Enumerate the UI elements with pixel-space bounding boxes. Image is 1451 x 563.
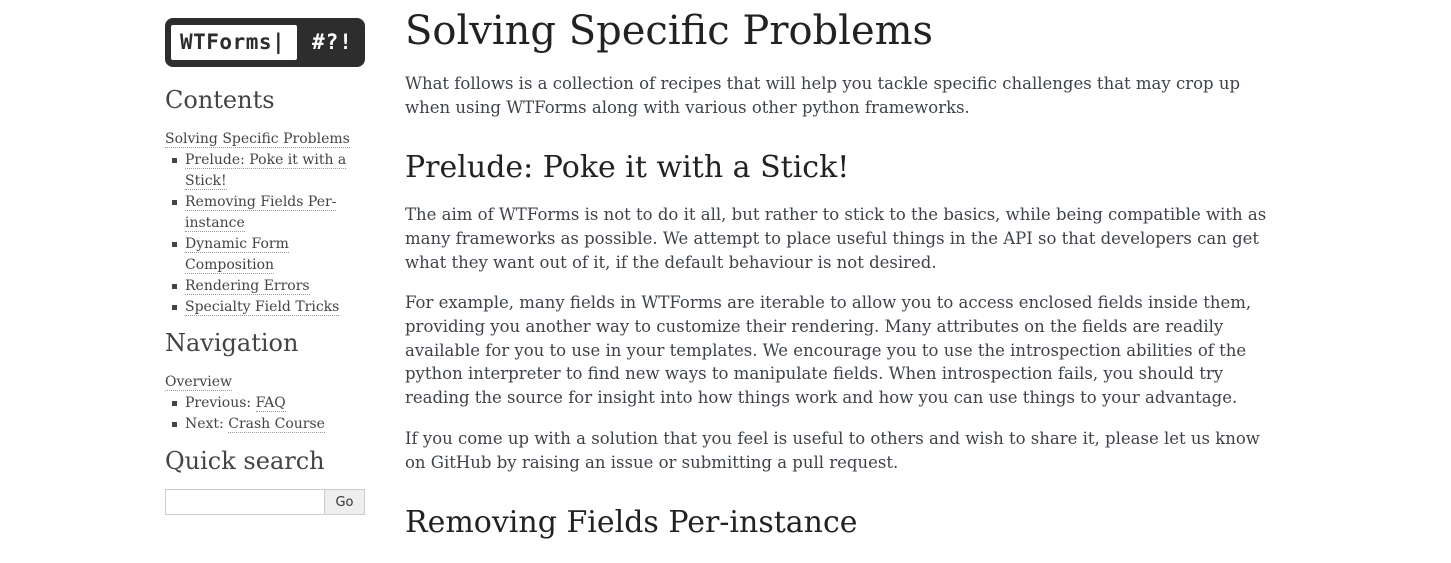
- section-heading-prelude: Prelude: Poke it with a Stick!: [405, 150, 850, 185]
- contents-link-root[interactable]: Solving Specific Problems: [165, 131, 350, 147]
- prelude-paragraph-2: For example, many fields in WTForms are iterable to allow you to access enclosed fields inside them, providing you another way to customize their rendering. Many attributes on the fields are readily available for you to use in your templates. We encourage you to use the introspection abilities of the python interpreter to find new ways to manipulate fields. When introspection fails, you should try reading the source for insight into how things work and how you can use things to your advantage.: [405, 293, 1252, 408]
- contents-item: [165, 276, 365, 297]
- contents-link-specialty-fields[interactable]: Specialty Field Tricks: [185, 299, 340, 315]
- contents-link-dynamic-form[interactable]: Dynamic Form Composition: [185, 236, 289, 273]
- nav-link-overview[interactable]: Overview: [165, 374, 233, 390]
- contents-link-removing-fields[interactable]: Removing Fields Per-instance: [185, 194, 337, 231]
- contents-item: [165, 150, 365, 192]
- contents-link-rendering-errors[interactable]: Rendering Errors: [185, 278, 310, 294]
- nav-item-next: [165, 414, 365, 435]
- nav-link-next[interactable]: Crash Course: [228, 416, 325, 432]
- search-form: [165, 489, 365, 515]
- logo-text: WTForms|: [171, 25, 297, 60]
- contents-item: [165, 234, 365, 276]
- sidebar: [165, 18, 365, 515]
- search-go-button[interactable]: Go: [324, 489, 365, 515]
- contents-item: [165, 297, 365, 318]
- quick-search-heading: Quick search: [165, 447, 325, 475]
- logo-tail-text: #?!: [312, 30, 353, 54]
- contents-list: [165, 150, 365, 318]
- section-heading-removing-fields: Removing Fields Per-instance: [405, 505, 858, 540]
- nav-previous-prefix: Previous:: [185, 395, 256, 411]
- prelude-paragraph-3: If you come up with a solution that you feel is useful to others and wish to share it, please let us know on GitHub by raising an issue or submitting a pull request.: [405, 429, 1260, 472]
- wtforms-logo[interactable]: [165, 18, 365, 67]
- nav-item-previous: [165, 393, 365, 414]
- navigation-heading: Navigation: [165, 329, 299, 357]
- navigation-list: [165, 393, 365, 435]
- page-title: Solving Specific Problems: [405, 8, 934, 54]
- nav-next-prefix: Next:: [185, 416, 229, 432]
- contents-heading: Contents: [165, 86, 275, 114]
- intro-paragraph: What follows is a collection of recipes that will help you tackle specific challenges that may crop up when using WTForms along with various other python frameworks.: [405, 74, 1241, 117]
- prelude-paragraph-1: The aim of WTForms is not to do it all, but rather to stick to the basics, while being compatible with as many frameworks as possible. We attempt to place useful things in the API so that developers can get what they want out of it, if the default behaviour is not desired.: [405, 205, 1267, 272]
- search-input[interactable]: [165, 489, 324, 515]
- contents-item: [165, 192, 365, 234]
- nav-link-previous[interactable]: FAQ: [255, 395, 286, 411]
- contents-link-prelude[interactable]: Prelude: Poke it with a Stick!: [185, 152, 347, 189]
